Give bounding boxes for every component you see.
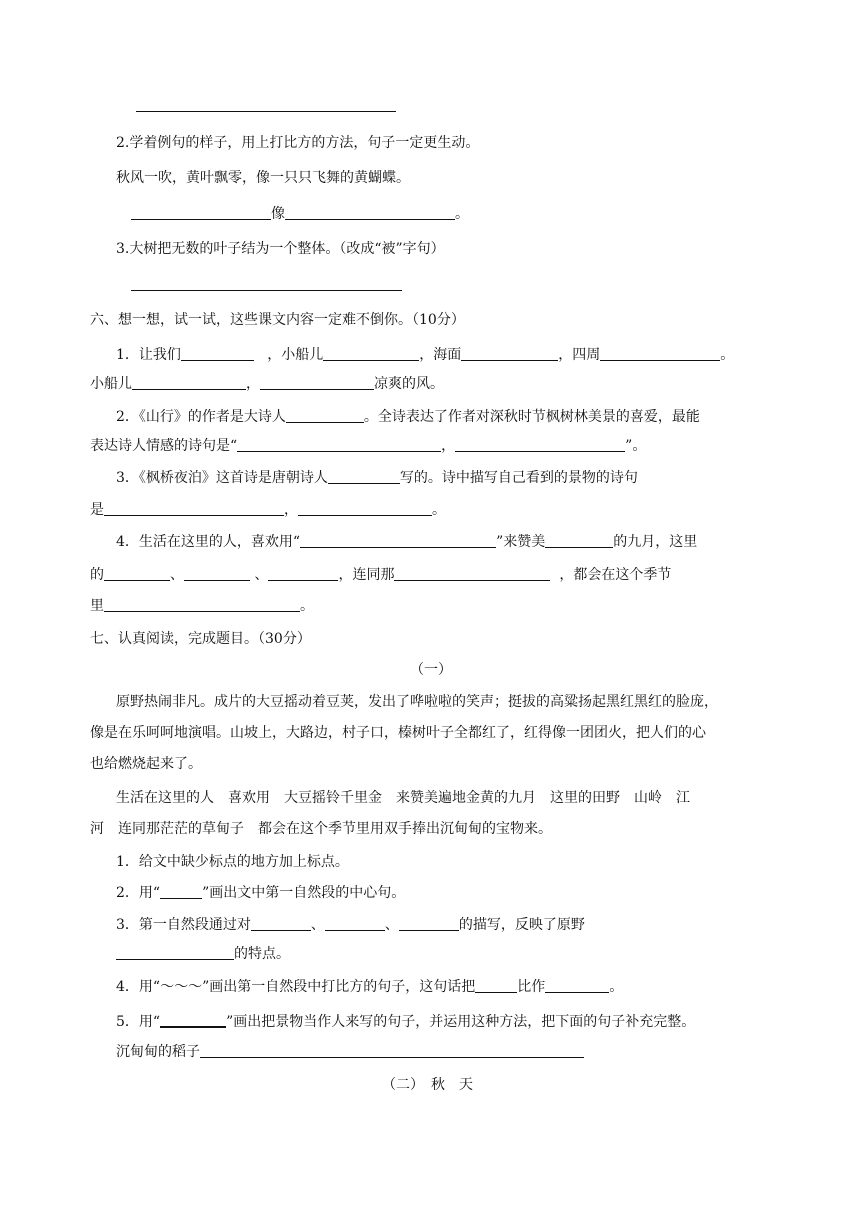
- passage-1-text: 也给燃烧起来了。: [90, 756, 202, 772]
- reading-q5: 5．用“ ”画出把景物当作人来写的句子，并运用这种方法，把下面的句子补充完整。: [116, 1014, 696, 1030]
- passage-1-text: 原野热闹非凡。成片的大豆摇动着豆荚，发出了哗啦啦的笑声；挺拔的高粱扬起黑红黑红的脸庞，: [116, 694, 718, 710]
- reading-q5-completion: 沉甸甸的稻子: [116, 1043, 584, 1061]
- answer-blank[interactable]: [399, 916, 459, 931]
- section-6-q1-line1: 1．让我们 ，小船儿 ，海面 ，四周 。: [116, 347, 735, 363]
- passage-1-text: 生活在这里的人 喜欢用 大豆摇铃千里金 来赞美遍地金黄的九月 这里的田野 山岭 江: [116, 790, 690, 806]
- answer-blank[interactable]: [268, 566, 338, 581]
- answer-blank[interactable]: [237, 437, 441, 452]
- answer-blank[interactable]: [461, 346, 558, 361]
- answer-blank[interactable]: [325, 916, 385, 931]
- answer-blank[interactable]: [104, 566, 170, 581]
- answer-blank[interactable]: [184, 566, 250, 581]
- passage-1-title: （一）: [410, 662, 452, 678]
- section-6-q1-line2: 小船儿 ， 凉爽的风。: [90, 376, 444, 392]
- passage-2-title: （二） 秋 天: [382, 1077, 473, 1093]
- underline-sample: [160, 884, 202, 899]
- section-6-q4-line1: 4．生活在这里的人，喜欢用“ ”来赞美 的九月，这里: [116, 534, 698, 550]
- answer-blank[interactable]: [285, 205, 455, 220]
- answer-blank[interactable]: [286, 408, 364, 423]
- answer-blank[interactable]: [131, 205, 271, 220]
- answer-blank[interactable]: [323, 346, 419, 361]
- answer-line: [131, 290, 402, 291]
- answer-blank[interactable]: [394, 566, 550, 581]
- answer-blank[interactable]: [116, 945, 234, 960]
- reading-q2: 2．用“ ”画出文中第一自然段的中心句。: [116, 885, 406, 901]
- passage-1-text: 像是在乐呵呵地演唱。山坡上，大路边，村子口，榛树叶子全都红了，红得像一团团火，把人们的心: [90, 725, 706, 741]
- passage-1-text: 河 连同那茫茫的草甸子 都会在这个季节里用双手捧出沉甸甸的宝物来。: [90, 821, 552, 837]
- question-5-2: 2.学着例句的样子，用上打比方的方法，句子一定更生动。: [116, 135, 480, 151]
- section-6-q2-line2: 表达诗人情感的诗句是“ ， ”。: [90, 438, 647, 454]
- underline-sample: [160, 1012, 226, 1028]
- answer-blank[interactable]: [251, 916, 311, 931]
- answer-blank[interactable]: [200, 1043, 584, 1058]
- answer-blank[interactable]: [545, 978, 609, 993]
- answer-blank[interactable]: [328, 469, 400, 484]
- section-7-title: 七、认真阅读，完成题目。（30分）: [90, 631, 311, 647]
- section-6-q2-line1: 2．《山行》的作者是大诗人 。全诗表达了作者对深秋时节枫树林美景的喜爱，最能: [116, 409, 700, 425]
- reading-q1: 1．给文中缺少标点的地方加上标点。: [116, 854, 349, 870]
- answer-blank[interactable]: [455, 437, 625, 452]
- reading-q3-line1: 3．第一自然段通过对 、 、 的描写，反映了原野: [116, 917, 585, 933]
- section-6-q3-line1: 3．《枫桥夜泊》这首诗是唐朝诗人 写的。诗中描写自己看到的景物的诗句: [116, 470, 638, 486]
- reading-q4: 4．用“～～～”画出第一自然段中打比方的句子，这句话把 比作 。: [116, 979, 624, 995]
- answer-blank[interactable]: [600, 346, 720, 361]
- question-5-3: 3.大树把无数的叶子结为一个整体。（改成“被”字句）: [116, 241, 445, 257]
- section-6-q3-line2: 是 ， 。: [90, 502, 446, 518]
- answer-blank[interactable]: [475, 978, 517, 993]
- answer-blank[interactable]: [298, 501, 432, 516]
- answer-blank[interactable]: [300, 533, 496, 548]
- answer-blank[interactable]: [104, 501, 284, 516]
- answer-blank[interactable]: [132, 375, 246, 390]
- question-5-2-answer: 像 。: [131, 205, 469, 223]
- section-6-title: 六、想一想，试一试，这些课文内容一定难不倒你。（10分）: [90, 312, 465, 328]
- question-5-2-example: 秋风一吹，黄叶飘零，像一只只飞舞的黄蝴蝶。: [116, 170, 410, 186]
- answer-blank[interactable]: [181, 346, 254, 361]
- answer-blank[interactable]: [260, 375, 374, 390]
- answer-blank[interactable]: [545, 533, 613, 548]
- section-6-q4-line2: 的 、 、 ，连同那 ，都会在这个季节: [90, 567, 672, 583]
- section-6-q4-line3: 里 。: [90, 598, 314, 614]
- answer-blank[interactable]: [104, 597, 300, 612]
- reading-q3-line2: 的特点。: [116, 945, 290, 963]
- answer-line: [136, 111, 396, 112]
